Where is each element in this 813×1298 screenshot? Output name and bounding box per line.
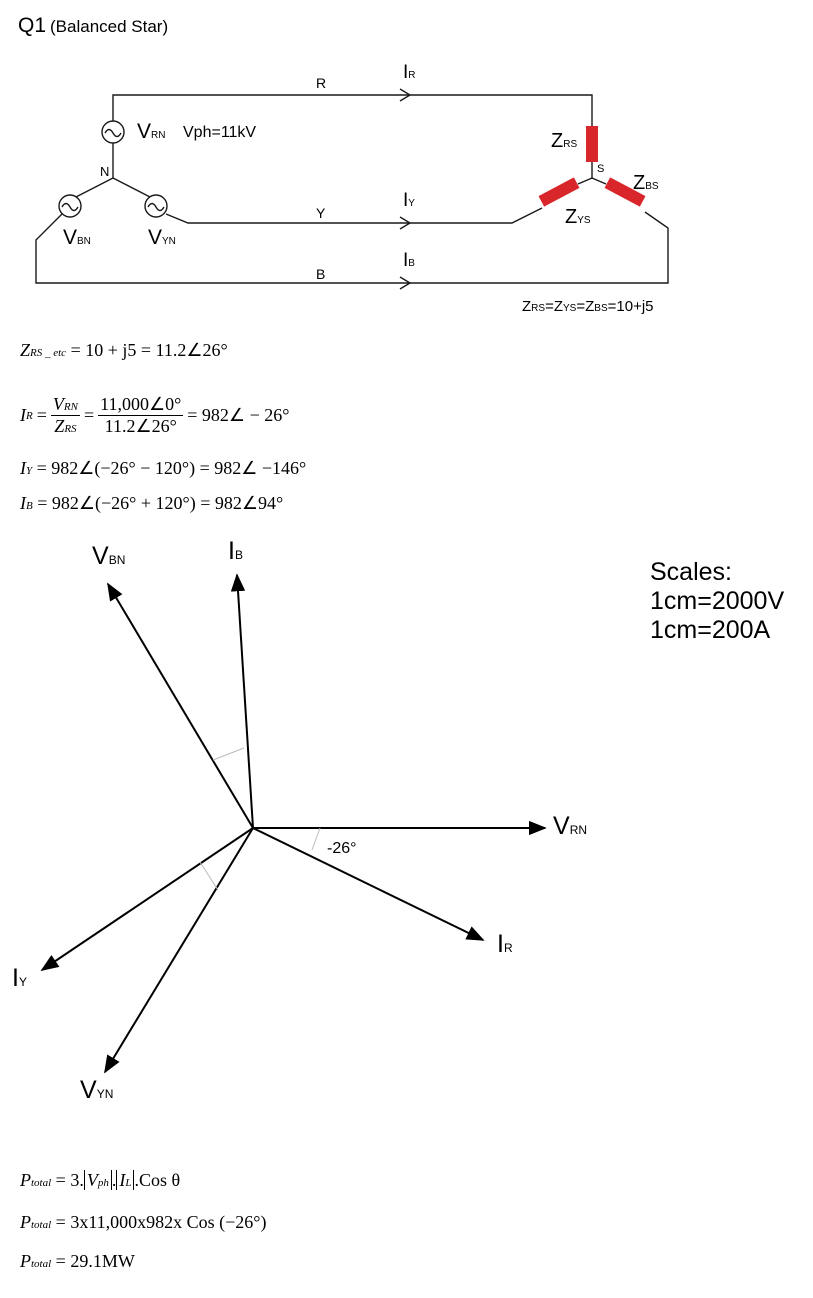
zbs-label: ZBS [633, 172, 659, 194]
phase-angle-label: -26° [327, 840, 357, 857]
power-equation-result: Ptotal = 29.1MW [20, 1251, 135, 1271]
ir-fraction-numeric: $\frac{11,000\angle 0^\circ}{11.2\angle 26^\circ}$ [100, 394, 182, 436]
zys-label: ZYS [565, 206, 591, 228]
neutral-label: N [100, 164, 110, 179]
ib-equation: IB = 982∠(−26° + 120°) = 982∠94° [20, 493, 284, 513]
ir-phasor [253, 828, 483, 940]
right-angle-mark-upper [213, 748, 244, 760]
power-equation-substituted: Ptotal = 3x11,000x982x Cos (−26°) [20, 1212, 267, 1232]
scales-voltage: 1cm=2000V [650, 587, 785, 615]
y-line-label: Y [316, 205, 326, 221]
iy-equation: IY = 982∠(−26° − 120°) = 982∠ −146° [20, 458, 307, 478]
vyn-source-label: VYN [148, 226, 176, 249]
vbn-source-label: VBN [63, 226, 91, 249]
right-angle-mark-lower [200, 862, 218, 890]
iy-current-label: IY [403, 190, 415, 211]
title-main: Q1 [18, 14, 47, 37]
iy-phasor-label: IY [12, 964, 27, 992]
title-sub: (Balanced Star) [50, 17, 169, 36]
b-line-label: B [316, 266, 326, 282]
vrn-source-label: VRN [137, 120, 166, 143]
vyn-phasor [105, 828, 253, 1072]
vyn-phasor-label: VYN [80, 1076, 114, 1104]
zrs-label: ZRS [551, 130, 578, 152]
vbn-phasor-label: VBN [92, 542, 126, 570]
ib-current-label: IB [403, 250, 415, 271]
r-line-label: R [316, 75, 327, 91]
ib-phasor [237, 575, 253, 828]
vbn-phasor [108, 584, 253, 828]
ib-phasor-label: IB [228, 537, 243, 565]
ir-phasor-label: IR [497, 930, 513, 958]
star-point-label: S [597, 163, 605, 175]
impedance-equality: ZRS=ZYS=ZBS=10+j5 [522, 298, 654, 315]
vph-label: Vph=11kV [183, 124, 257, 141]
scales-current: 1cm=200A [650, 616, 771, 644]
power-equation-general: Ptotal = 3. Vph . IL .Cos θ [20, 1170, 181, 1190]
angle-arc-mark [312, 828, 320, 850]
ir-fraction-symbolic: $\frac{\text{VRN}}{\text{ZRS}}$ [52, 394, 78, 436]
vrn-phasor-label: VRN [553, 812, 588, 840]
ir-equation: I R = $\frac{\text{VRN}}{\text{ZRS}}$ = $\frac{11,000\angle 0^\circ}{11.2\angle 26^\circ}$ = 982∠ − 26° [20, 394, 290, 436]
scales-box [650, 558, 784, 645]
impedance-equation: ZRS _ etc = 10 + j5 = 11.2∠26° [20, 340, 228, 360]
scales-heading: Scales: [650, 558, 732, 586]
ir-current-label: IR [403, 62, 416, 83]
iy-phasor [42, 828, 253, 970]
